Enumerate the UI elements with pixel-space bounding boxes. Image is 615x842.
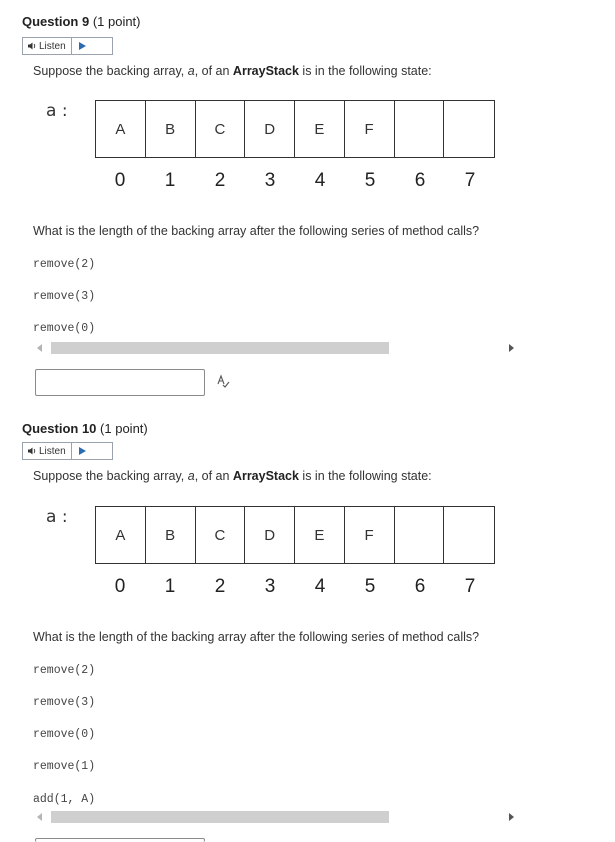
array-index: 7: [464, 576, 476, 597]
array-index: 7: [464, 170, 476, 191]
array-diagram: [95, 506, 495, 564]
horizontal-scrollbar[interactable]: [33, 810, 518, 824]
array-index: 4: [314, 576, 326, 597]
listen-button[interactable]: [23, 443, 72, 459]
array-diagram: [95, 100, 495, 158]
question-text: What is the length of the backing array after the following series of method calls?: [33, 224, 480, 238]
array-indices: [95, 576, 495, 598]
scrollbar-thumb[interactable]: [51, 342, 389, 354]
array-cell: C: [196, 507, 246, 563]
method-call: add(1, A): [33, 793, 96, 806]
array-cell: E: [295, 507, 345, 563]
array-index: 2: [214, 576, 226, 597]
array-cell: B: [146, 101, 196, 157]
chevron-right-icon[interactable]: [509, 813, 514, 821]
question-number: Question 10: [22, 421, 97, 436]
play-icon: [79, 42, 86, 50]
array-index: 1: [164, 576, 176, 597]
array-index: 5: [364, 576, 376, 597]
question-points: (1 point): [92, 14, 141, 29]
method-call: remove(2): [33, 664, 96, 677]
spellcheck-icon[interactable]: [216, 374, 230, 391]
array-index: 6: [414, 170, 426, 191]
method-call: remove(0): [33, 322, 96, 335]
play-button[interactable]: [72, 38, 94, 54]
chevron-right-icon[interactable]: [509, 344, 514, 352]
array-indices: [95, 170, 495, 192]
listen-label: Listen: [39, 40, 66, 52]
method-call: remove(0): [33, 728, 96, 741]
array-index: 3: [264, 170, 276, 191]
listen-toolbar: [22, 442, 113, 460]
array-cell: A: [96, 101, 146, 157]
array-cell: [444, 507, 494, 563]
array-cell: [444, 101, 494, 157]
array-cell: E: [295, 101, 345, 157]
array-cell: F: [345, 101, 395, 157]
chevron-left-icon[interactable]: [37, 813, 42, 821]
array-cell: B: [146, 507, 196, 563]
question-title: [22, 14, 141, 29]
array-index: 1: [164, 170, 176, 191]
array-cell: [395, 101, 445, 157]
array-index: 2: [214, 170, 226, 191]
speaker-icon: [27, 41, 37, 51]
array-label: a :: [46, 101, 68, 121]
question-points: (1 point): [100, 421, 148, 436]
array-cell: A: [96, 507, 146, 563]
answer-input[interactable]: [35, 838, 205, 842]
speaker-icon: [27, 446, 37, 456]
array-index: 5: [364, 170, 376, 191]
question-number: Question 9: [22, 14, 90, 29]
play-icon: [79, 447, 86, 455]
array-index: 0: [114, 576, 126, 597]
method-call: remove(2): [33, 258, 96, 271]
array-index: 0: [114, 170, 126, 191]
array-index: 6: [414, 576, 426, 597]
array-cell: F: [345, 507, 395, 563]
array-cell: [395, 507, 445, 563]
scrollbar-thumb[interactable]: [51, 811, 389, 823]
array-index: 4: [314, 170, 326, 191]
array-cell: C: [196, 101, 246, 157]
listen-toolbar: [22, 37, 113, 55]
question-title: [22, 421, 148, 436]
question-prompt: Suppose the backing array, a, of an ArrayStack is in the following state:: [33, 64, 432, 78]
array-index: 3: [264, 576, 276, 597]
question-text: What is the length of the backing array after the following series of method calls?: [33, 630, 480, 644]
listen-label: Listen: [39, 445, 66, 457]
array-cell: D: [245, 507, 295, 563]
array-cell: D: [245, 101, 295, 157]
array-label: a :: [46, 507, 68, 527]
method-call: remove(3): [33, 290, 96, 303]
horizontal-scrollbar[interactable]: [33, 341, 518, 355]
method-call: remove(3): [33, 696, 96, 709]
method-call: remove(1): [33, 760, 96, 773]
chevron-left-icon[interactable]: [37, 344, 42, 352]
listen-button[interactable]: [23, 38, 72, 54]
play-button[interactable]: [72, 443, 94, 459]
answer-input[interactable]: [35, 369, 205, 396]
question-prompt: Suppose the backing array, a, of an ArrayStack is in the following state:: [33, 469, 432, 483]
